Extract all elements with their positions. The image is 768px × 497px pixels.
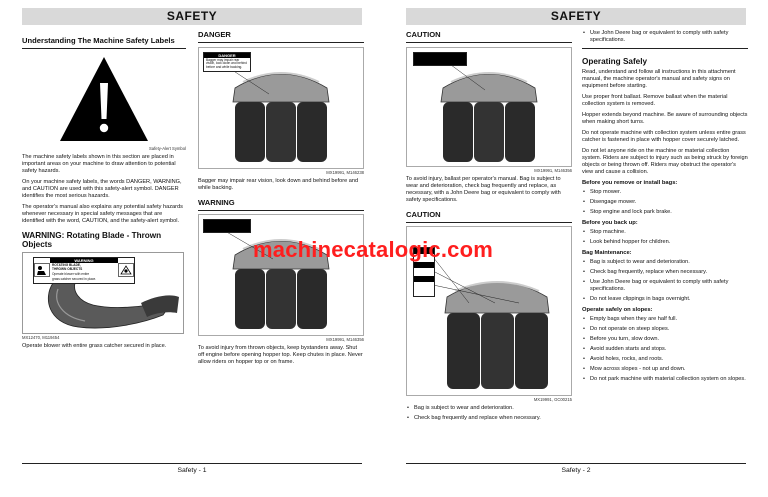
- caution-fig2-caption: MX19991, GC00215: [533, 397, 572, 403]
- list-item: • Stop engine and lock park brake.: [582, 209, 748, 216]
- top-bullets: [582, 30, 748, 44]
- list-item: • Do not park machine with material collection system on slopes.: [582, 376, 748, 383]
- danger-rule: [198, 42, 364, 43]
- warning-thrown-objects-heading: WARNING: Rotating Blade - Thrown Objects: [22, 230, 162, 249]
- warning-text: To avoid injury from thrown objects, keep bystanders away. Shut off engine before opening hopper top. Keep chutes in place. Never allow riders on hopper top or on frame.: [198, 345, 363, 366]
- caution-bullets: [406, 405, 572, 422]
- list-item: • Mow across slopes - not up and down.: [582, 366, 748, 373]
- operating-paragraph-5: Do not let anyone ride on the machine or material collection system. Riders are subject to injury such as being struck by foreign objects or being thrown off. Riders may obstruct the operator's view and cause a collision.: [582, 147, 748, 175]
- blower-caption: MX12470, M119454: [22, 334, 60, 340]
- bagger-illustration-2: [199, 215, 363, 335]
- operating-paragraph-3: Hopper extends beyond machine. Be aware of surrounding objects when making short turns.: [582, 111, 748, 125]
- list-item: • Check bag frequently and replace when necessary.: [406, 415, 572, 422]
- slopes-heading: Operate safely on slopes:: [582, 306, 653, 313]
- danger-heading: DANGER: [198, 30, 231, 39]
- blower-label-line-1: ROTATING BLADE,: [52, 262, 81, 267]
- operating-paragraph-1: Read, understand and follow all instructions in this attachment manual, the machine operator's manual and safety signs on equipment before starting.: [582, 68, 736, 89]
- caution-panel-gap-2: [414, 268, 434, 276]
- labels-paragraph-2: On your machine safety labels, the words DANGER, WARNING, and CAUTION are used with this safety-alert symbol. DANGER identifies the most serious hazards.: [22, 178, 182, 199]
- page-banner-right: SAFETY: [406, 8, 746, 25]
- warning-bagger-figure: [198, 214, 364, 336]
- caution-text: To avoid injury, ballast per operator's manual. Bag is subject to wear and deterioration, check bag frequently and replace, as necessary, with a John Deere bag or equivalent to comply with safety specifications.: [406, 175, 561, 203]
- warning-heading: WARNING: [198, 197, 235, 207]
- list-item: • Stop machine.: [582, 229, 748, 236]
- blower-text: Operate blower with entire grass catcher secured in place.: [22, 342, 167, 349]
- list-item: • Do not leave clippings in bags overnight.: [582, 296, 748, 303]
- caution-heading-2: CAUTION: [406, 209, 441, 219]
- blower-label-line-3: Operate blower with entire: [52, 272, 90, 277]
- list-item: • Look behind hopper for children.: [582, 239, 748, 246]
- list-item: • Use John Deere bag or equivalent to comply with safety specifications.: [582, 30, 748, 44]
- before-bags-heading: Before you remove or install bags:: [582, 179, 678, 186]
- alert-caption: Safety-Alert Symbol: [148, 145, 186, 151]
- heading-rule: [22, 48, 186, 49]
- danger-text: Bagger may impair rear vision, look down and behind before and while backing.: [198, 177, 359, 191]
- caution-panel-bar-3: [414, 276, 434, 282]
- labels-paragraph-1: The machine safety labels shown in this section are placed in important areas on your machine to draw attention to potential safety hazards.: [22, 153, 176, 174]
- caution-rule: [406, 42, 572, 43]
- list-item: • Do not operate on steep slopes.: [582, 326, 748, 333]
- watermark-text: machinecatalogic.com: [253, 237, 493, 262]
- safety-alert-triangle-icon: [22, 53, 186, 145]
- warning-fig-caption: MX19991, M146356: [326, 337, 364, 343]
- right-column-1: [406, 30, 572, 426]
- left-column-2: [198, 30, 364, 370]
- list-item: • Use John Deere bag or equivalent to comply with safety specifications.: [582, 279, 748, 293]
- list-item: • Avoid sudden starts and stops.: [582, 346, 748, 353]
- list-item: • Empty bags when they are half full.: [582, 316, 748, 323]
- list-item: • Stop mower.: [582, 189, 748, 196]
- before-bags-bullets: [582, 189, 748, 216]
- page-banner-left: SAFETY: [22, 8, 362, 25]
- operating-paragraph-4: Do not operate machine with collection system unless entire grass catcher is fastened in place with hopper cover securely latched.: [582, 129, 746, 143]
- bag-maintenance-heading: Bag Maintenance:: [582, 249, 632, 256]
- list-item: • Avoid holes, rocks, and roots.: [582, 356, 748, 363]
- blower-label-line-4: grass catcher secured in place.: [52, 276, 97, 281]
- bag-maintenance-bullets: [582, 259, 748, 303]
- labels-heading: Understanding The Machine Safety Labels: [22, 36, 175, 45]
- blower-label-line-2: THROWN OBJECTS: [52, 267, 83, 272]
- warning-label-bar: [204, 220, 250, 232]
- operating-safely-heading: Operating Safely: [582, 56, 648, 66]
- footer-rule-right: [406, 463, 746, 464]
- danger-bagger-figure: [198, 47, 364, 169]
- list-item: • Disengage mower.: [582, 199, 748, 206]
- caution-label: [413, 52, 467, 66]
- list-item: • Check bag frequently, replace when necessary.: [582, 269, 748, 276]
- warning-label: [203, 219, 251, 233]
- danger-label-text: Bagger may impair rear vision, look down and behind before and while backing.: [206, 57, 247, 70]
- warning-rule: [198, 210, 364, 211]
- rotating-blade-pictogram-icon: [118, 263, 134, 277]
- page-number-right: Safety - 2: [561, 467, 591, 474]
- slopes-bullets: [582, 316, 748, 383]
- caution-fig-caption: MX19991, M146356: [534, 167, 572, 173]
- operating-paragraph-2: Use proper front ballast. Remove ballast when the material collection system is removed.: [582, 93, 728, 107]
- list-item: • Bag is subject to wear and deterioration.: [582, 259, 748, 266]
- page-number-left: Safety - 1: [177, 467, 207, 474]
- backup-heading: Before you back up:: [582, 219, 638, 226]
- blower-label-header: WARNING: [50, 258, 118, 263]
- caution-bagger-figure: [406, 47, 572, 167]
- danger-fig-caption: MX19991, M146238: [326, 169, 364, 175]
- list-item: • Before you turn, slow down.: [582, 336, 748, 343]
- backup-bullets: [582, 229, 748, 246]
- caution-rule-2: [406, 222, 572, 223]
- blower-figure: [22, 252, 184, 334]
- footer-rule-left: [22, 463, 362, 464]
- caution-label-bar: [414, 53, 466, 65]
- safety-alert-figure: [22, 53, 186, 145]
- blower-warning-label: [33, 257, 135, 284]
- caution-heading: CAUTION: [406, 30, 441, 39]
- danger-label-header: DANGER: [204, 53, 250, 58]
- thrown-objects-pictogram-icon: [34, 263, 50, 277]
- danger-label: [203, 52, 251, 72]
- labels-paragraph-3: The operator's manual also explains any potential safety hazards whenever necessary in special safety messages that are identified with the word, CAUTION, and the safety-alert symbol.: [22, 203, 183, 224]
- list-item: • Bag is subject to wear and deterioration.: [406, 405, 572, 412]
- operating-rule: [582, 48, 748, 49]
- left-column-1: [22, 30, 186, 354]
- right-column-2: [582, 30, 748, 387]
